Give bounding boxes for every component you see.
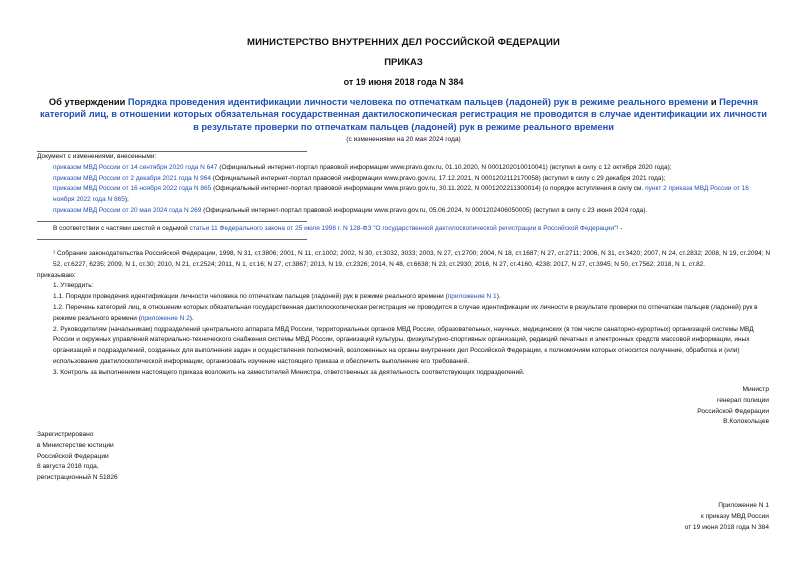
ministry-heading: МИНИСТЕРСТВО ВНУТРЕННИХ ДЕЛ РОССИЙСКОЙ ФЕДЕРАЦИИ	[246, 37, 560, 48]
registration-line: регистрационный N 51826	[37, 474, 118, 482]
paragraph-1-1-end: ).	[496, 293, 501, 301]
paragraph-1-2-text: 1.2. Перечень категорий лиц, в отношении которых обязательная государственная дактилоскопическая регистрация не проводится в случае идентификации их личности в результате проверки по отпечаткам пальцев (ладоней) рук в режиме реального времени (	[53, 303, 758, 322]
change-text: (Официальный интернет-портал правовой информации www.pravo.gov.ru, 17.12.2021, N 0001202112170058) (вступил в силу с 29 декабря 2021 года);	[210, 174, 666, 182]
title-middle: и	[708, 97, 720, 107]
footnote-rule	[37, 239, 307, 240]
paragraph-1-1-text: 1.1. Порядок проведения идентификации личности человека по отпечаткам пальцев (ладоней) рук в режиме реального времени (	[53, 293, 448, 301]
appendix-line: Приложение N 1	[718, 502, 769, 509]
title-prefix: Об утверждении	[48, 97, 128, 107]
document-date-number: от 19 июня 2018 года N 384	[343, 77, 464, 87]
signature-line: В.Колокольцев	[723, 418, 769, 426]
appendix-2-link[interactable]: приложение N 2	[140, 314, 190, 322]
signature-line: Российской Федерации	[697, 407, 769, 415]
change-text-end: );	[124, 196, 129, 204]
registration-block	[37, 430, 118, 484]
footnote-text: ¹ Собрание законодательства Российской Федерации, 1998, N 31, ст.3806; 2001, N 11, ст.1002; 2002, N 30, ст.3032, 3033; 2003, N 27, ст.2700; 2004, N 18, ст.1687; N 27, ст.2711; 2006, N 31, ст.3420; 2007, N 24, ст.2832; 2008, N 19, ст.2094; N 52, ст.6227, 6235; 2009, N 1, ст.30; 2010, N 21, ст.2524; 2011, N 1, ст.16; N 27, ст.3867; 2013, N 19, ст.2326; 2014, N 48, ст.6638; N 23, ст.2930; 2016, N 27, ст.4160, 4238; 2017, N 27, ст.3945; N 50, ст.7562; 2018, N 1, ст.82.	[53, 250, 771, 268]
changes-bottom-rule	[37, 221, 307, 222]
signature-line: генерал полиции	[716, 396, 769, 404]
change-text: (Официальный интернет-портал правовой информации www.pravo.gov.ru, 30.11.2022, N 0001202211300014) (о порядке вступления в силу см.	[211, 185, 646, 193]
change-text: (Официальный интернет-портал правовой информации www.pravo.gov.ru, 01.10.2020, N 0001202010010041) (вступил в силу с 12 октября 2020 года);	[217, 163, 672, 171]
signature-line: Министр	[742, 386, 769, 393]
paragraph-1-2-end: ).	[189, 314, 194, 322]
appendix-line: от 19 июня 2018 года N 384	[684, 523, 769, 531]
change-link[interactable]: приказом МВД России от 20 мая 2024 года N 269	[53, 206, 202, 214]
change-text: (Официальный интернет-портал правовой информации www.pravo.gov.ru, 05.06.2024, N 0001202406050005) (вступил в силу с 23 июня 2024 года).	[201, 206, 648, 214]
paragraph-1: 1. Утвердить:	[53, 282, 94, 290]
change-link-secondary[interactable]: пункт 2 приказа МВД России от 16 ноября 2022 года N 865	[53, 185, 749, 204]
title-link-list[interactable]: Перечня категорий лиц, в отношении которых обязательная государственная дактилоскопическая регистрация не проводится в случае идентификации их личности в результате проверки по отпечаткам пальцев (ладоней) рук в режиме реального времени	[40, 97, 767, 132]
change-link[interactable]: приказом МВД России от 2 декабря 2021 года N 964	[53, 174, 211, 182]
paragraph-2: 2. Руководителям (начальникам) подразделений центрального аппарата МВД России, территориальных органов МВД России, образовательных, научных, медицинских (в том числе санаторно-курортных) организаций системы МВД России и окружных управлений материально-технического снабжения системы МВД России, организаций культуры, физкультурно-спортивных организаций, редакций печатных и электронных средств массовой информации, иных организаций и подразделений, созданных для выполнения задач и осуществления полномочий, возложенных на органы внутренних дел Российской Федерации, к полномочиям которых относится получение, обработка и (или) использование дактилоскопической информации, организовать изучение настоящего приказа и обеспечить выполнение его требований.	[53, 325, 754, 365]
main-body	[37, 249, 772, 379]
changes-intro: Документ с изменениями, внесенными:	[37, 153, 157, 160]
preamble-law-link[interactable]: статьи 11 Федерального закона от 25 июля 1998 г. N 128-ФЗ "О государственной дактилоскопической регистрации в Российской Федерации"	[189, 225, 617, 232]
preamble-suffix: ¹ -	[616, 225, 623, 232]
registration-line: в Министерстве юстиции	[37, 441, 114, 449]
preamble-prefix: В соответствии с частями шестой и седьмой	[53, 225, 190, 232]
appendix-line: к приказу МВД России	[700, 512, 769, 520]
registration-line: Зарегистрировано	[37, 431, 94, 438]
document-title	[36, 96, 771, 133]
change-link[interactable]: приказом МВД России от 16 ноября 2022 года N 865	[53, 185, 212, 193]
changes-block	[37, 152, 772, 217]
document-type: ПРИКАЗ	[384, 57, 423, 68]
amendment-note: (с изменениями на 20 мая 2024 года)	[346, 136, 461, 143]
paragraph-1-2	[37, 303, 772, 325]
change-item	[37, 174, 772, 185]
change-item	[37, 163, 772, 174]
paragraph-3: 3. Контроль за выполнением настоящего приказа возложить на заместителей Министра, ответственных за деятельность соответствующих подразделений.	[53, 368, 525, 376]
appendix-header	[685, 501, 769, 533]
change-link[interactable]: приказом МВД России от 14 сентября 2020 года N 647	[53, 163, 218, 171]
change-item	[37, 184, 772, 206]
appendix-1-link[interactable]: приложение N 1	[447, 293, 497, 301]
change-item	[37, 206, 772, 217]
registration-line: Российской Федерации	[37, 452, 109, 460]
body-prikazyvayu: приказываю:	[37, 271, 76, 279]
paragraph-1-1	[37, 292, 772, 303]
registration-line: 8 августа 2018 года,	[37, 463, 99, 471]
title-link-procedure[interactable]: Порядка проведения идентификации личности человека по отпечаткам пальцев (ладоней) рук в режиме реального времени	[127, 97, 709, 107]
preamble	[37, 224, 788, 235]
signature-block	[697, 385, 769, 428]
